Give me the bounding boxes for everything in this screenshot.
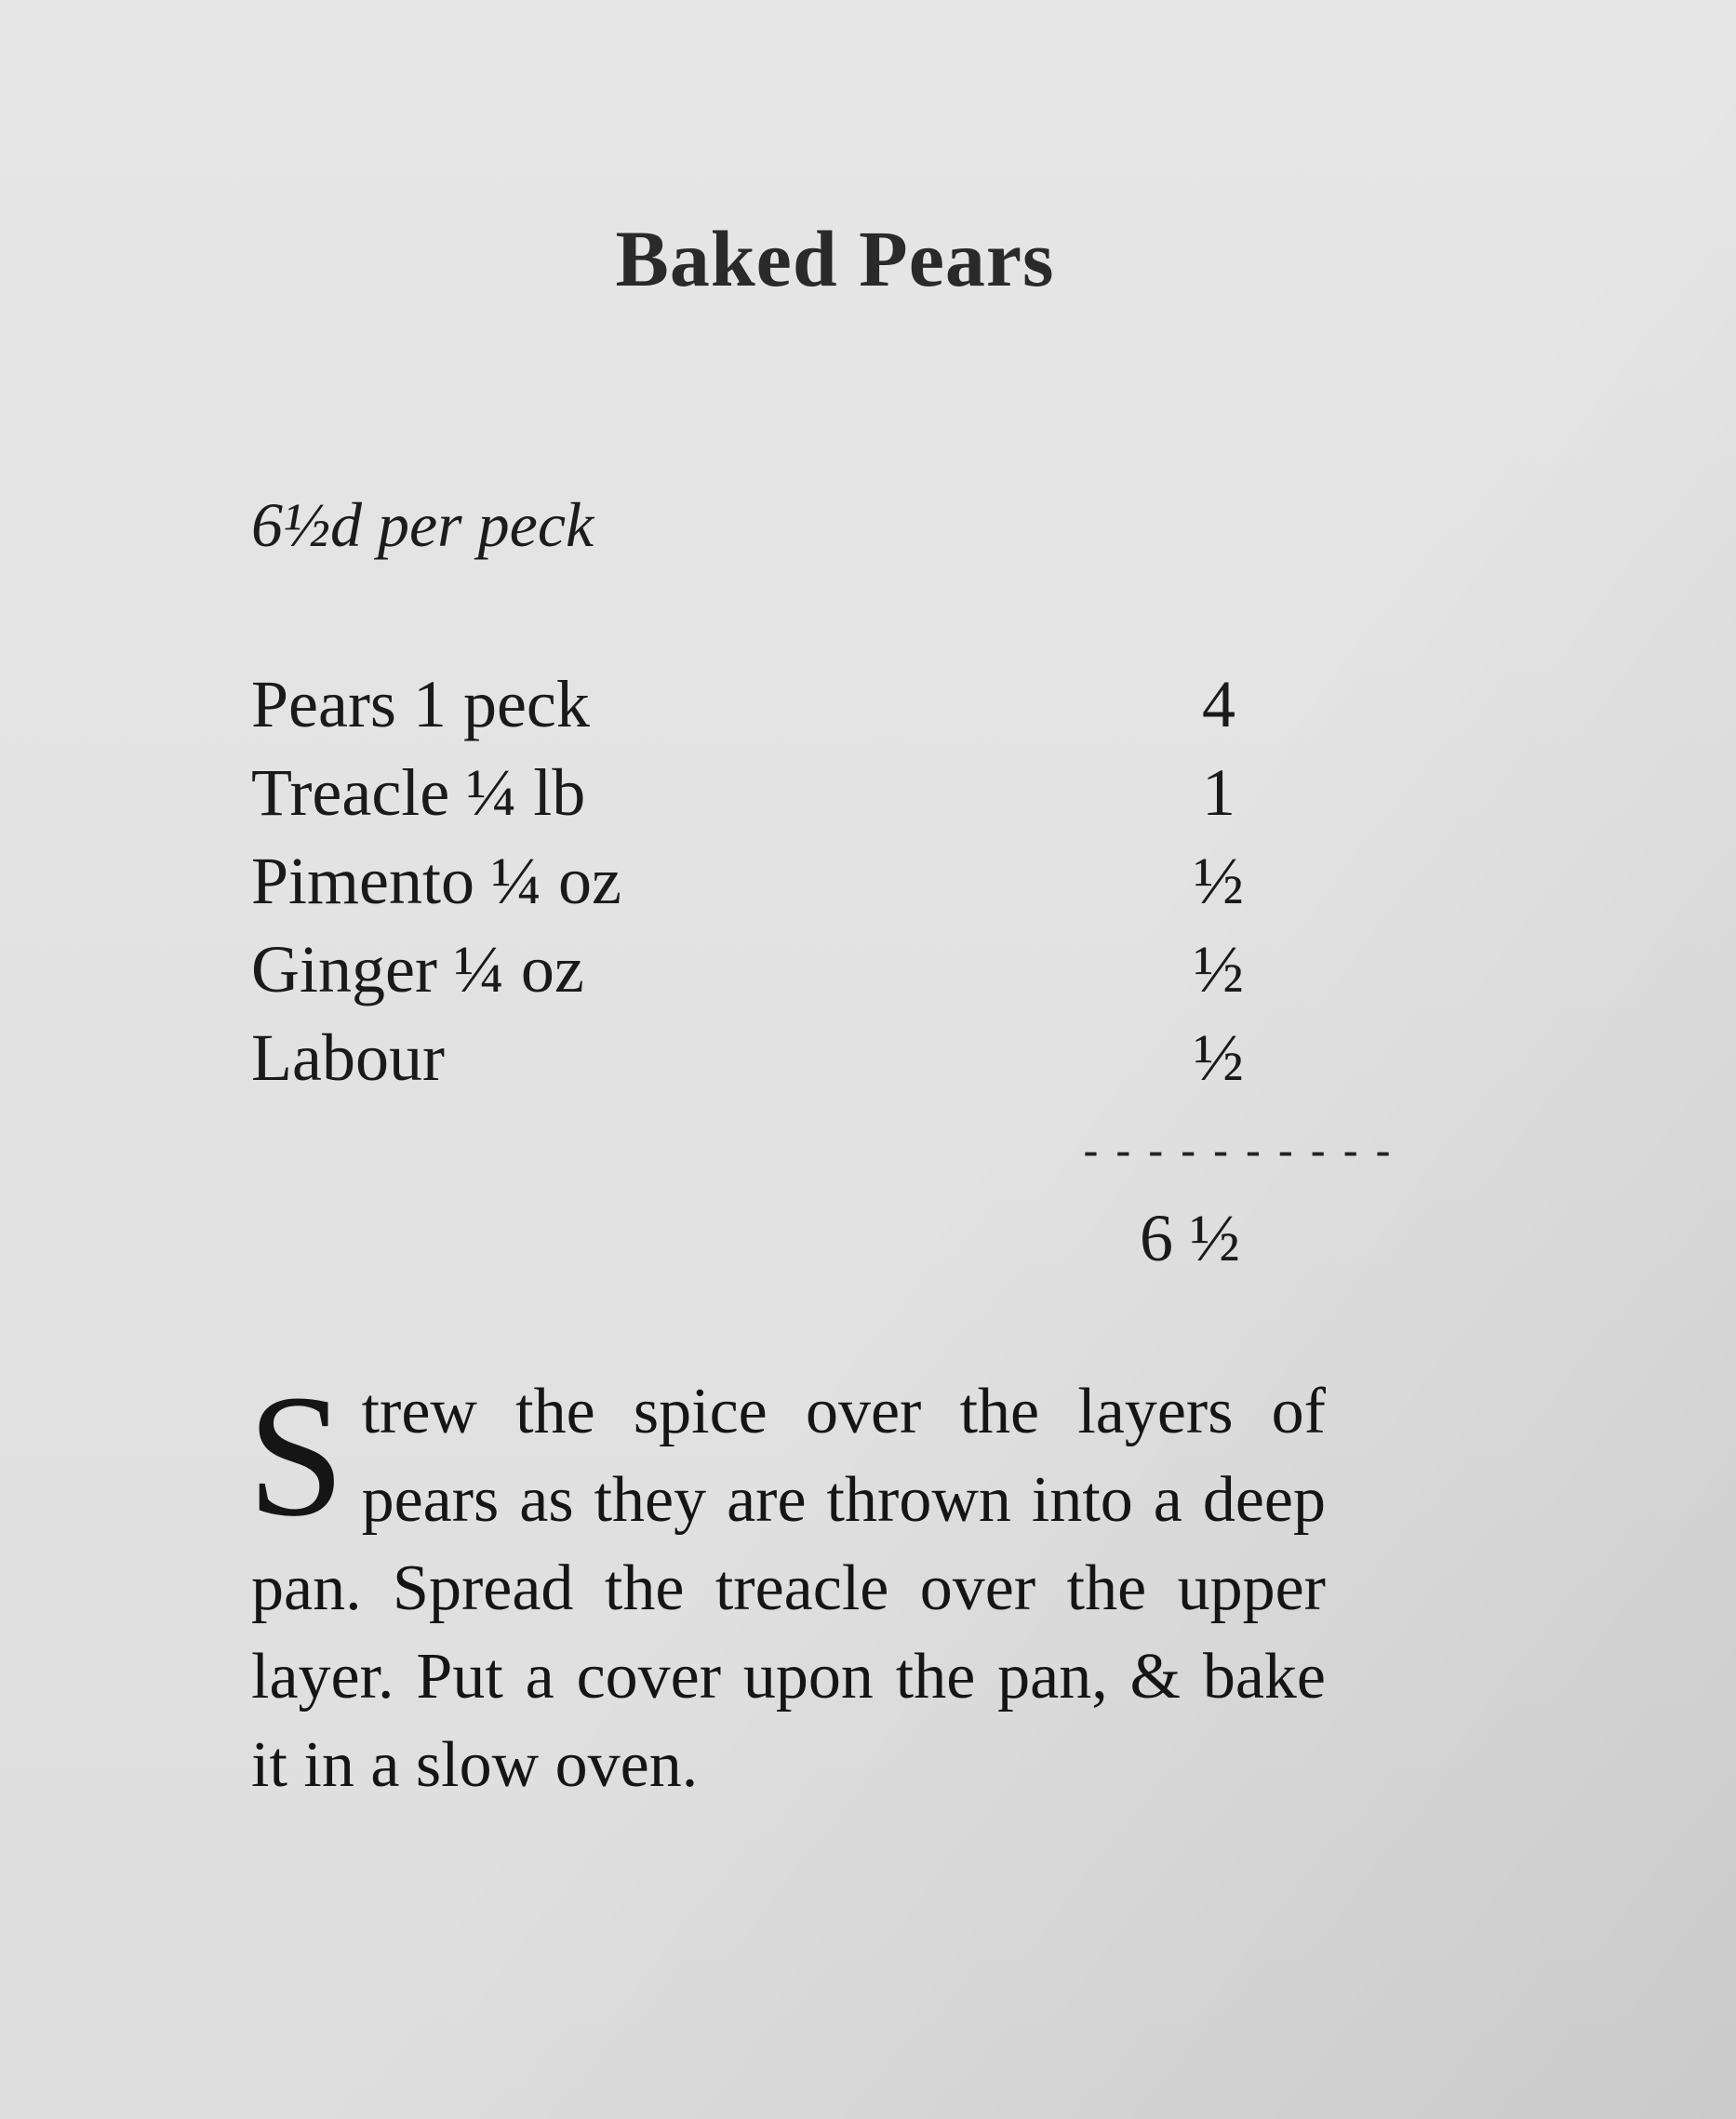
method-text: trew the spice over the layers of pears as they are thrown into a deep pan. Spread the treacle over the upper layer. Put a cover upon the pan, & bake it in a slow oven. [251,1376,1326,1801]
method-paragraph [247,1358,1326,1809]
ingredient-row [251,1014,1312,1102]
ingredient-list [251,660,1312,1102]
ingredient-row [251,660,1312,749]
total-cost: 6 ½ [1140,1201,1240,1275]
ingredient-name: Treacle ¼ lb [251,755,586,830]
sum-divider: ---------- [1077,1126,1402,1178]
ingredient-row [251,749,1312,837]
ingredient-name: Ginger ¼ oz [251,932,584,1006]
ingredient-name: Pimento ¼ oz [251,844,621,918]
ingredient-cost: 1 [1202,755,1235,830]
ingredient-name: Pears 1 peck [251,667,590,741]
ingredient-row [251,926,1312,1014]
ingredient-name: Labour [251,1020,445,1095]
ingredient-cost: ½ [1194,932,1244,1006]
recipe-title: Baked Pears [615,214,1055,303]
ingredient-cost: 4 [1202,667,1235,741]
drop-cap: S [247,1358,345,1553]
ingredient-cost: ½ [1194,1020,1244,1095]
ingredient-cost: ½ [1194,844,1244,918]
price-per-peck: 6½d per peck [251,489,594,560]
ingredient-row [251,837,1312,926]
